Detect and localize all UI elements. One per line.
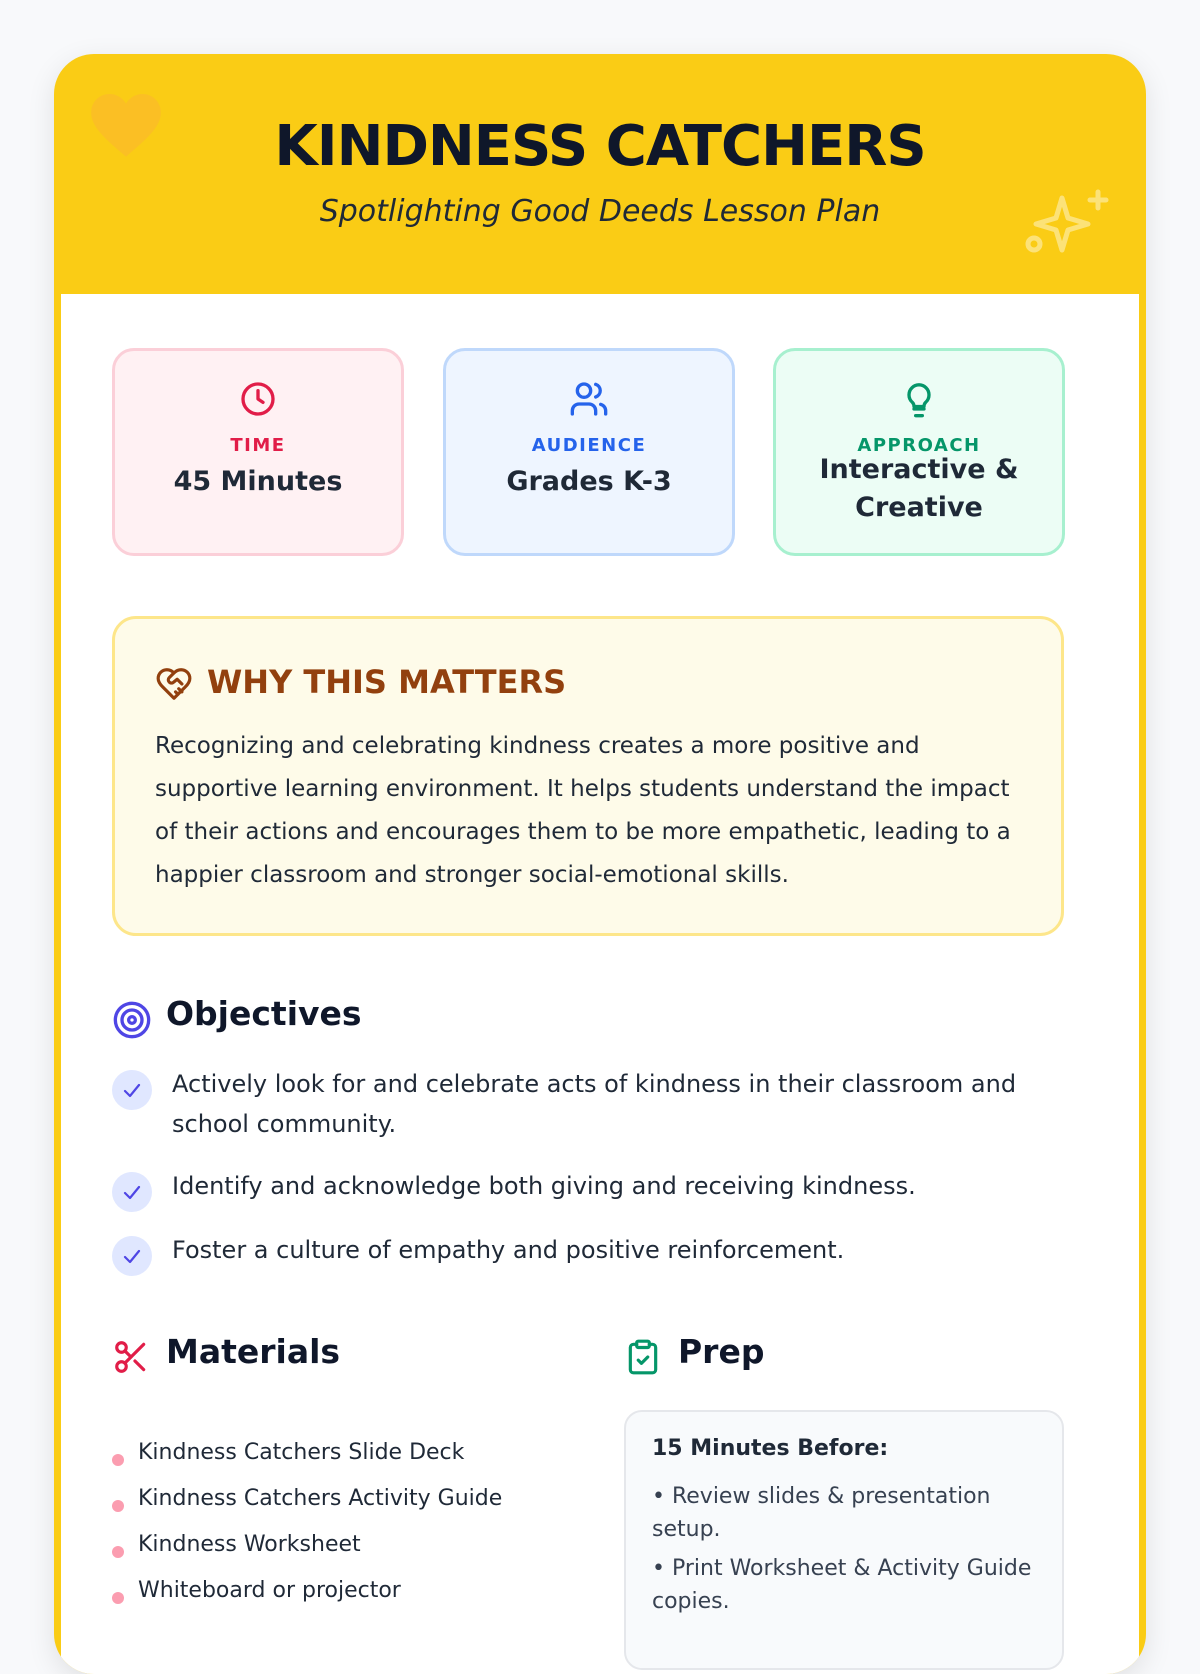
material-text: Kindness Catchers Slide Deck	[138, 1440, 465, 1465]
check-icon	[112, 1236, 152, 1276]
stat-card-time	[112, 348, 404, 556]
users-icon	[569, 379, 609, 419]
check-icon	[112, 1172, 152, 1212]
bullet-dot	[112, 1454, 124, 1466]
callout-title: WHY THIS MATTERS	[207, 663, 567, 701]
material-text: Kindness Catchers Activity Guide	[138, 1486, 503, 1511]
bullet-dot	[112, 1592, 124, 1604]
section-title: Materials	[166, 1332, 341, 1371]
materials-list	[112, 1440, 552, 1642]
list-item	[112, 1166, 1072, 1208]
list-item	[112, 1064, 1072, 1144]
stat-label: APPROACH	[857, 435, 981, 456]
scissors-icon	[112, 1338, 150, 1376]
prep-list	[652, 1480, 1048, 1624]
stat-card-approach	[773, 348, 1065, 556]
target-icon	[112, 1000, 152, 1040]
stat-card-audience	[443, 348, 735, 556]
heart-handshake-icon	[155, 665, 193, 703]
material-text: Whiteboard or projector	[138, 1578, 401, 1603]
section-title: Objectives	[166, 994, 362, 1033]
objectives-list	[112, 1064, 1072, 1294]
bullet-dot	[112, 1500, 124, 1512]
stat-label: TIME	[230, 435, 286, 456]
check-icon	[112, 1070, 152, 1110]
clipboard-check-icon	[624, 1338, 662, 1376]
list-item	[112, 1578, 552, 1642]
bullet-dot	[112, 1546, 124, 1558]
stat-value: Interactive & Creative	[819, 454, 1019, 523]
stat-value: Grades K-3	[506, 466, 672, 497]
objective-text: Identify and acknowledge both giving and receiving kindness.	[172, 1172, 916, 1200]
stat-value: 45 Minutes	[173, 466, 343, 497]
list-item: • Print Worksheet & Activity Guide copies.	[652, 1556, 1032, 1614]
objective-text: Foster a culture of empathy and positive reinforcement.	[172, 1236, 845, 1264]
material-text: Kindness Worksheet	[138, 1532, 361, 1557]
why-this-matters-callout	[112, 616, 1064, 936]
page-title: KINDNESS CATCHERS	[274, 114, 926, 179]
lightbulb-icon	[899, 379, 939, 419]
list-item: • Review slides & presentation setup.	[652, 1484, 991, 1542]
list-item	[112, 1230, 1072, 1272]
callout-body: Recognizing and celebrating kindness creates a more positive and supportive learning environment. It helps students understand the impact of their actions and encourages them to be more empathetic, leading to a happier classroom and stronger social-emotional skills.	[155, 733, 1011, 888]
clock-icon	[238, 379, 278, 419]
stat-label: AUDIENCE	[531, 435, 647, 456]
lesson-plan-card	[54, 54, 1146, 1674]
prep-timing: 15 Minutes Before:	[652, 1436, 889, 1461]
section-title: Prep	[678, 1332, 765, 1371]
page-subtitle: Spotlighting Good Deeds Lesson Plan	[319, 194, 881, 229]
prep-box	[624, 1410, 1064, 1670]
objective-text: Actively look for and celebrate acts of kindness in their classroom and school community.	[172, 1070, 1017, 1138]
